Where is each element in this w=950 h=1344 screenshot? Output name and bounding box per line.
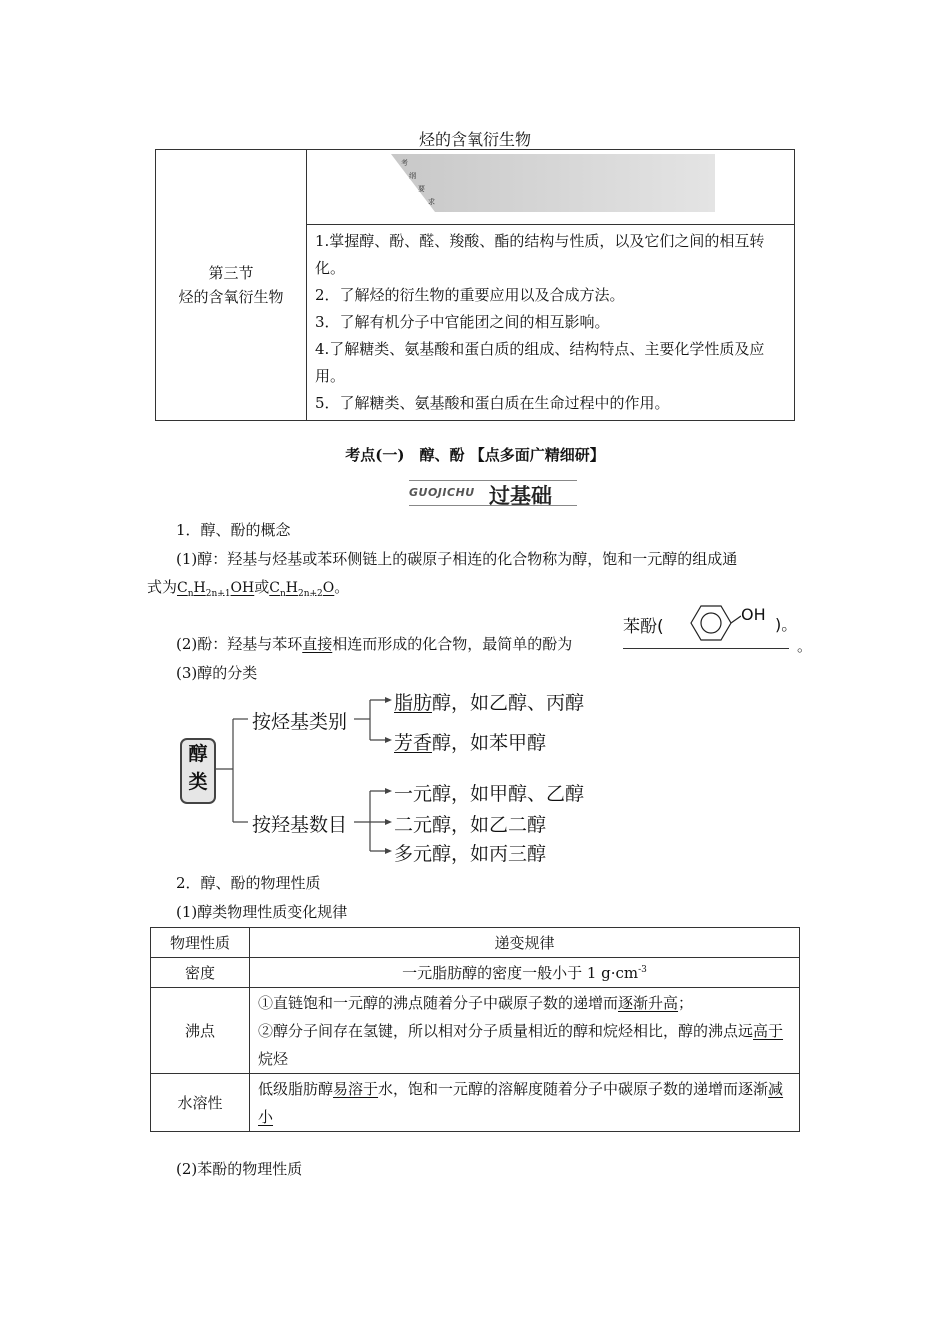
phenol-answer bbox=[623, 600, 803, 644]
banner-cell bbox=[307, 150, 795, 225]
syllabus-items bbox=[307, 225, 795, 421]
table-row bbox=[151, 1074, 800, 1132]
section-title: 烃的含氧衍生物 bbox=[178, 288, 284, 306]
root-box: 醇 类 bbox=[180, 738, 216, 804]
s2-sub1: (1)醇类物理性质变化规律 bbox=[176, 903, 348, 921]
syllabus-item: 4.了解糖类、氨基酸和蛋白质的组成、结构特点、主要化学性质及应用。 bbox=[315, 340, 765, 385]
phenol-label: 苯酚( bbox=[623, 617, 664, 637]
kaodian-title: 考点(一) 醇、酚 【点多面广精细研】 bbox=[345, 446, 605, 464]
s1-p1-line1: (1)醇：羟基与烃基或苯环侧链上的碳原子相连的化合物称为醇，饱和一元醇的组成通 bbox=[176, 550, 738, 568]
syllabus-item: 3．了解有机分子中官能团之间的相互影响。 bbox=[315, 313, 610, 331]
table-header: 递变规律 bbox=[250, 928, 800, 958]
syllabus-banner bbox=[307, 150, 717, 224]
phenol-oh: OH bbox=[741, 605, 766, 624]
table-cell: 低级脂肪醇易溶于水，饱和一元醇的溶解度随着分子中碳原子数的递增而逐渐减小 bbox=[250, 1074, 800, 1132]
syllabus-item: 2．了解烃的衍生物的重要应用以及合成方法。 bbox=[315, 286, 625, 304]
leaf-aromatic: 芳香醇，如苯甲醇 bbox=[394, 732, 547, 754]
table-row bbox=[151, 928, 800, 958]
leaf-dihydric: 二元醇，如乙二醇 bbox=[394, 814, 547, 836]
banner-char-1: 考 bbox=[401, 159, 408, 167]
answer-underline bbox=[623, 648, 789, 649]
syllabus-item: 5．了解糖类、氨基酸和蛋白质在生命过程中的作用。 bbox=[315, 394, 670, 412]
banner-char-3: 要 bbox=[418, 185, 425, 193]
leaf-monohydric: 一元醇，如甲醇、乙醇 bbox=[394, 783, 585, 805]
section-number: 第三节 bbox=[208, 264, 254, 282]
s1-heading: 1．醇、酚的概念 bbox=[176, 521, 291, 539]
table-cell: 沸点 bbox=[151, 988, 250, 1074]
syllabus-item: 1.掌握醇、酚、醛、羧酸、酯的结构与性质，以及它们之间的相互转化。 bbox=[315, 232, 765, 277]
s1-p2: (2)酚：羟基与苯环直接相连而形成的化合物，最简单的酚为 bbox=[176, 635, 573, 653]
s1-p1-line2: 式为$C_nH_{2n+1}OH$或$C_nH_{2n+2}O$。 bbox=[147, 578, 350, 599]
table-cell: 水溶性 bbox=[151, 1074, 250, 1132]
table-cell: 密度 bbox=[151, 958, 250, 988]
table-cell: ①直链饱和一元醇的沸点随着分子中碳原子数的递增而逐渐升高； ②醇分子间存在氢键，所以相对分子质量相近的醇和烷烃相比，醇的沸点远高于烷烃 bbox=[250, 988, 800, 1074]
leaf-polyhydric: 多元醇，如丙三醇 bbox=[394, 843, 547, 865]
leaf-aliphatic: 脂肪醇，如乙醇、丙醇 bbox=[394, 692, 585, 714]
branch-hydroxyl: 按羟基数目 bbox=[252, 814, 348, 836]
table-header: 物理性质 bbox=[151, 928, 250, 958]
branch-hydrocarbon: 按烃基类别 bbox=[252, 711, 348, 733]
table-row bbox=[151, 958, 800, 988]
s2-sub2: (2)苯酚的物理性质 bbox=[176, 1160, 303, 1178]
syllabus-section-cell bbox=[156, 150, 307, 421]
guojichu-cn: 过基础 bbox=[489, 484, 552, 508]
page-title: 烃的含氧衍生物 bbox=[418, 130, 531, 149]
properties-table bbox=[150, 927, 800, 1132]
benzene-ring-icon bbox=[681, 602, 741, 644]
s1-p2-end: 。 bbox=[797, 637, 813, 655]
alcohol-classification-diagram bbox=[178, 688, 598, 868]
table-cell: 一元脂肪醇的密度一般小于 1 $g\cdot cm^{-3}$ bbox=[250, 958, 800, 988]
s1-p3: (3)醇的分类 bbox=[176, 664, 258, 682]
guojichu-banner bbox=[409, 480, 577, 506]
alcohol-formula-2: $C_nH_{2n+2}O$ bbox=[269, 580, 335, 599]
guojichu-en: GUOJICHU bbox=[409, 486, 475, 499]
table-row bbox=[151, 988, 800, 1074]
banner-char-2: 纲 bbox=[409, 172, 416, 180]
alcohol-formula-1: $C_nH_{2n+1}OH$ bbox=[177, 580, 255, 599]
phenol-close: )。 bbox=[775, 615, 798, 634]
s2-heading: 2．醇、酚的物理性质 bbox=[176, 874, 321, 892]
banner-char-4: 求 bbox=[428, 198, 435, 206]
syllabus-table bbox=[155, 149, 795, 421]
